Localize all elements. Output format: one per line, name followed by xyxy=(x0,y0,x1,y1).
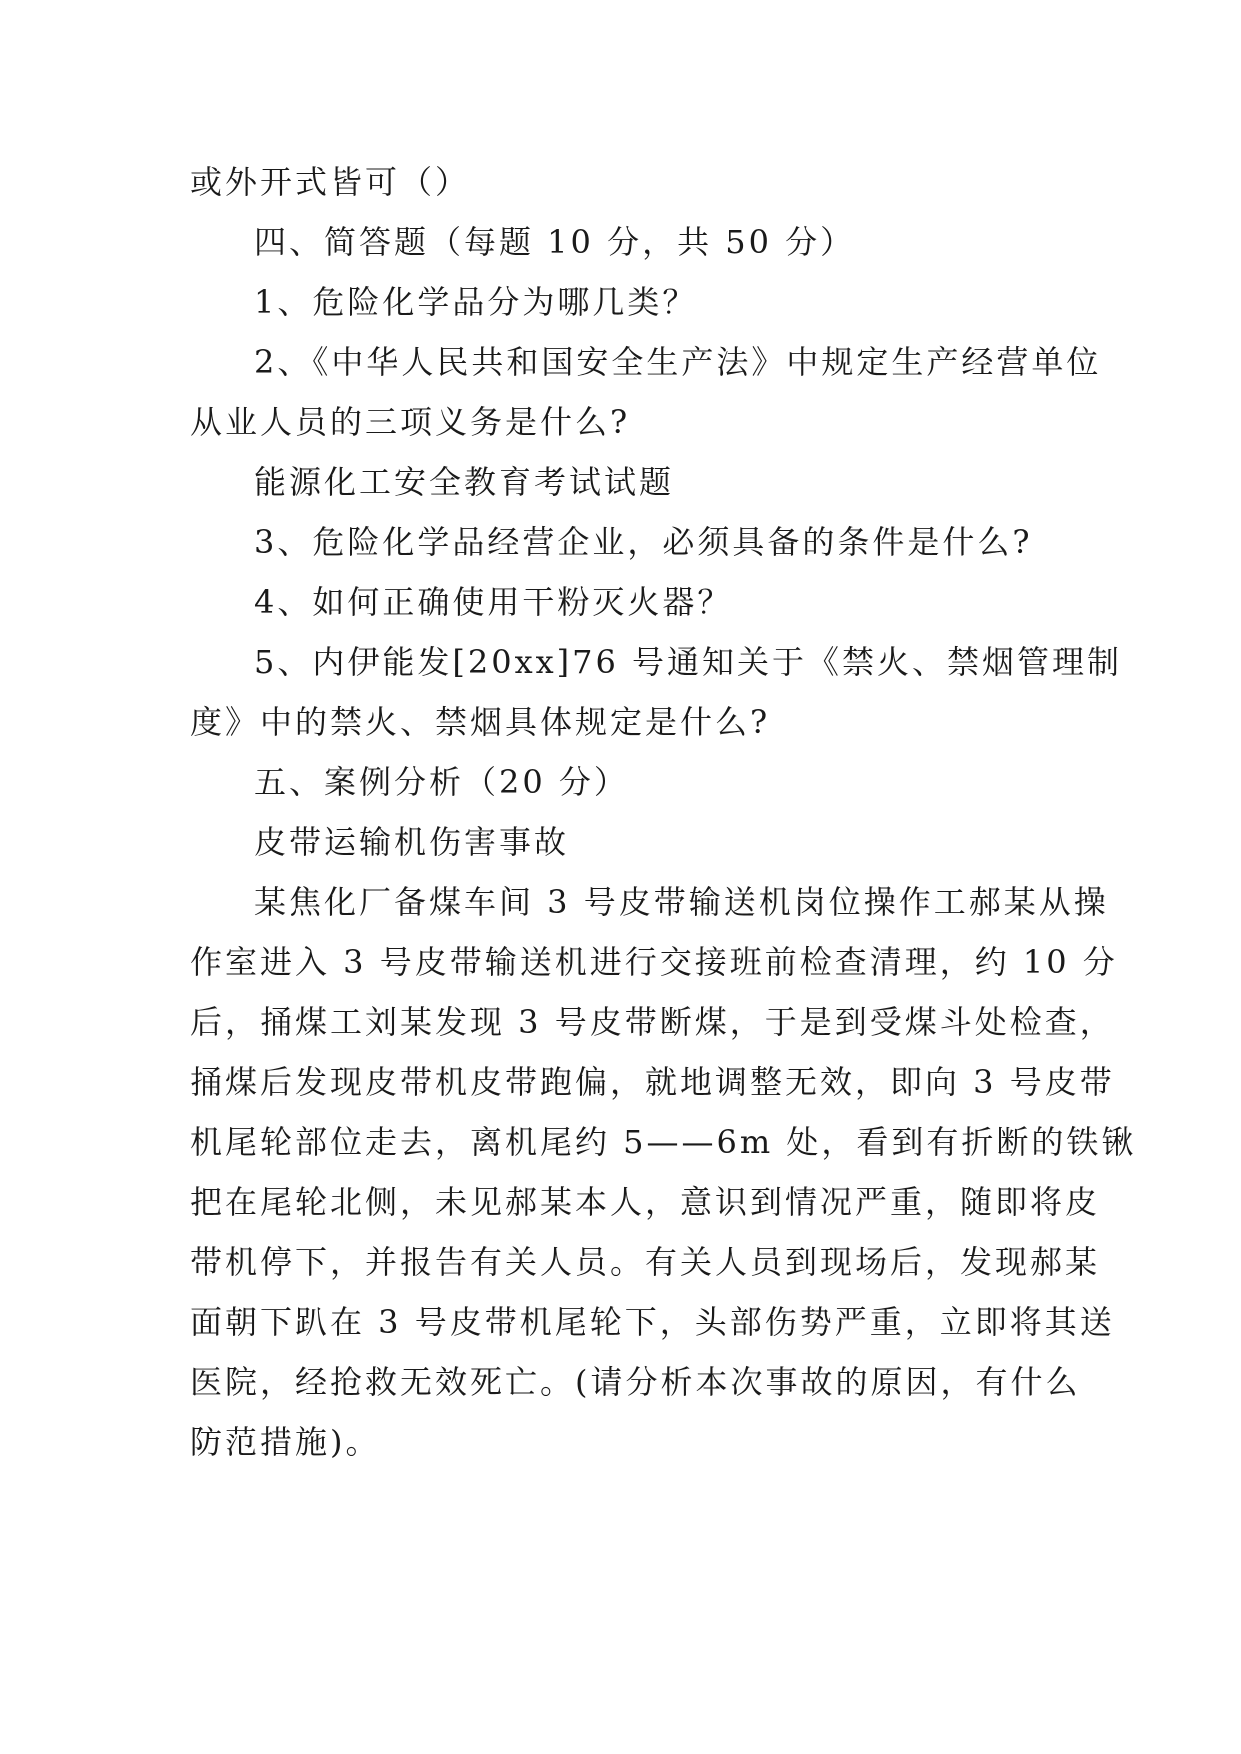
case-paragraph-line: 后，捅煤工刘某发现 3 号皮带断煤，于是到受煤斗处检查， xyxy=(190,1003,1115,1041)
question-5-line-1: 5、内伊能发[20xx]76 号通知关于《禁火、禁烟管理制 xyxy=(254,643,1123,681)
case-paragraph-line: 作室进入 3 号皮带输送机进行交接班前检查清理，约 10 分 xyxy=(190,943,1118,981)
question-5-line-2: 度》中的禁火、禁烟具体规定是什么? xyxy=(190,703,771,741)
case-paragraph-line: 带机停下，并报告有关人员。有关人员到现场后，发现郝某 xyxy=(190,1243,1101,1281)
question-4: 4、如何正确使用干粉灭火器？ xyxy=(254,583,733,621)
question-2-line-1: 2、《中华人民共和国安全生产法》中规定生产经营单位 xyxy=(254,343,1102,381)
case-paragraph-line: 防范措施)。 xyxy=(190,1423,381,1461)
document-body xyxy=(190,152,1137,1472)
section-heading-short-answer: 四、简答题（每题 10 分，共 50 分） xyxy=(254,223,856,261)
section-heading-case-analysis: 五、案例分析（20 分） xyxy=(254,763,629,801)
question-3: 3、危险化学品经营企业，必须具备的条件是什么? xyxy=(254,523,1033,561)
text-line-continuation: 或外开式皆可（） xyxy=(190,163,471,201)
case-paragraph-line: 机尾轮部位走去，离机尾约 5——6m 处，看到有折断的铁锹 xyxy=(190,1123,1137,1161)
case-paragraph-line: 面朝下趴在 3 号皮带机尾轮下，头部伤势严重，立即将其送 xyxy=(190,1303,1115,1341)
case-paragraph-line: 把在尾轮北侧，未见郝某本人，意识到情况严重，随即将皮 xyxy=(190,1183,1101,1221)
case-paragraph-line: 医院，经抢救无效死亡。(请分析本次事故的原因，有什么 xyxy=(190,1363,1081,1401)
case-paragraph-line: 某焦化厂备煤车间 3 号皮带输送机岗位操作工郝某从操 xyxy=(254,883,1109,921)
document-title-text: 能源化工安全教育考试试题 xyxy=(254,463,675,501)
case-paragraph-line: 捅煤后发现皮带机皮带跑偏，就地调整无效，即向 3 号皮带 xyxy=(190,1063,1115,1101)
question-1: 1、危险化学品分为哪几类？ xyxy=(254,283,698,321)
case-title: 皮带运输机伤害事故 xyxy=(254,823,570,861)
question-2-line-2: 从业人员的三项义务是什么? xyxy=(190,403,631,441)
